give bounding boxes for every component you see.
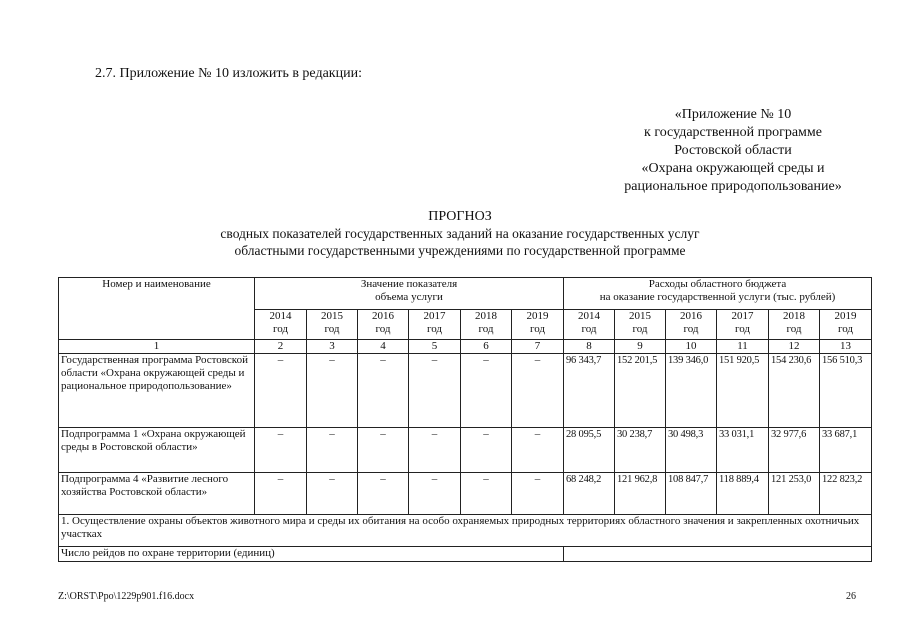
year-unit: год xyxy=(837,323,854,335)
expense-cell: 122 823,2 xyxy=(820,473,872,515)
year-unit: год xyxy=(272,323,289,335)
year-header-cell xyxy=(512,310,564,340)
appendix-line-1: «Приложение № 10 xyxy=(674,107,792,122)
intro-text: 2.7. Приложение № 10 изложить в редакции: xyxy=(95,66,362,81)
header-expenses-line-1: Расходы областного бюджета xyxy=(648,278,787,290)
year-unit: год xyxy=(786,323,802,335)
volume-cell: – xyxy=(255,354,307,428)
year-header-cell xyxy=(717,310,769,340)
year-label: 2014 xyxy=(269,310,292,322)
expense-cell: 121 962,8 xyxy=(615,473,666,515)
table-row xyxy=(59,354,872,428)
volume-cell: – xyxy=(512,428,564,473)
col-number: 10 xyxy=(666,340,717,354)
year-label: 2018 xyxy=(475,310,497,322)
appendix-line-3: Ростовской области xyxy=(674,143,792,158)
header-expenses-line-2: на оказание государственной услуги (тыс. рублей) xyxy=(599,291,836,303)
col-number: 1 xyxy=(59,340,255,354)
table-row xyxy=(59,428,872,473)
appendix-line-2: к государственной программе xyxy=(644,125,822,140)
col-number: 2 xyxy=(255,340,307,354)
year-header-cell xyxy=(820,310,872,340)
document-heading xyxy=(120,208,800,259)
heading-line-2: областными государственными учреждениями по государственной программе xyxy=(234,243,686,258)
year-label: 2017 xyxy=(423,310,446,322)
year-label: 2016 xyxy=(372,310,394,322)
volume-cell: – xyxy=(461,473,512,515)
indicator-row xyxy=(59,547,872,562)
col-number: 3 xyxy=(307,340,358,354)
header-volume-line-2: объема услуги xyxy=(375,291,443,303)
volume-cell: – xyxy=(307,354,358,428)
header-name-label: Номер и наименование xyxy=(102,278,211,290)
expense-cell: 32 977,6 xyxy=(769,428,820,473)
year-unit: год xyxy=(529,323,546,335)
col-number: 13 xyxy=(820,340,872,354)
year-header-cell xyxy=(358,310,409,340)
year-label: 2017 xyxy=(731,310,754,322)
row-name: Государственная программа Ростовской области «Охрана окружающей среды и рациональное природопользование» xyxy=(59,354,255,428)
volume-cell: – xyxy=(358,473,409,515)
year-header-cell xyxy=(307,310,358,340)
volume-cell: – xyxy=(307,473,358,515)
year-header-cell xyxy=(255,310,307,340)
year-header-cell xyxy=(564,310,615,340)
year-unit: год xyxy=(683,323,699,335)
volume-cell: – xyxy=(461,354,512,428)
col-number: 6 xyxy=(461,340,512,354)
volume-cell: – xyxy=(358,428,409,473)
volume-cell: – xyxy=(409,473,461,515)
year-header-cell xyxy=(409,310,461,340)
expense-cell: 139 346,0 xyxy=(666,354,717,428)
year-unit: год xyxy=(324,323,340,335)
volume-cell: – xyxy=(409,354,461,428)
expense-cell: 118 889,4 xyxy=(717,473,769,515)
year-header-cell xyxy=(461,310,512,340)
col-number: 9 xyxy=(615,340,666,354)
volume-cell: – xyxy=(255,473,307,515)
service-row xyxy=(59,515,872,547)
expense-cell: 96 343,7 xyxy=(564,354,615,428)
footer-file-path: Z:\ORST\Ppo\1229p901.f16.docx xyxy=(58,591,195,602)
col-number: 11 xyxy=(717,340,769,354)
year-label: 2015 xyxy=(629,310,651,322)
year-unit: год xyxy=(734,323,751,335)
expense-cell: 108 847,7 xyxy=(666,473,717,515)
header-name xyxy=(59,278,255,340)
year-label: 2019 xyxy=(834,310,857,322)
row-name: Подпрограмма 1 «Охрана окружающей среды в Ростовской области» xyxy=(59,428,255,473)
year-header-cell xyxy=(615,310,666,340)
col-number: 7 xyxy=(512,340,564,354)
expense-cell: 28 095,5 xyxy=(564,428,615,473)
heading-line-1: сводных показателей государственных заданий на оказание государственных услуг xyxy=(220,226,700,241)
table-row xyxy=(59,473,872,515)
year-label: 2018 xyxy=(783,310,805,322)
expense-cell: 30 238,7 xyxy=(615,428,666,473)
volume-cell: – xyxy=(512,473,564,515)
volume-cell: – xyxy=(461,428,512,473)
year-label: 2016 xyxy=(680,310,702,322)
expense-cell: 151 920,5 xyxy=(717,354,769,428)
col-number: 4 xyxy=(358,340,409,354)
heading-title: ПРОГНОЗ xyxy=(428,209,492,224)
year-unit: год xyxy=(426,323,443,335)
col-number: 8 xyxy=(564,340,615,354)
year-unit: год xyxy=(632,323,648,335)
column-number-row xyxy=(59,340,872,354)
header-volume-group xyxy=(255,278,564,310)
expense-cell: 33 031,1 xyxy=(717,428,769,473)
forecast-table xyxy=(58,277,872,562)
expense-cell: 68 248,2 xyxy=(564,473,615,515)
year-unit: год xyxy=(478,323,494,335)
indicator-empty-cell xyxy=(564,547,872,562)
col-number: 5 xyxy=(409,340,461,354)
year-label: 2015 xyxy=(321,310,343,322)
year-unit: год xyxy=(375,323,391,335)
expense-cell: 152 201,5 xyxy=(615,354,666,428)
volume-cell: – xyxy=(512,354,564,428)
year-header-cell xyxy=(769,310,820,340)
expense-cell: 30 498,3 xyxy=(666,428,717,473)
header-volume-line-1: Значение показателя xyxy=(360,278,458,290)
service-description: 1. Осуществление охраны объектов животного мира и среды их обитания на особо охраняемых природных территориях областного значения и закрепленных охотничьих участках xyxy=(59,515,872,547)
expense-cell: 156 510,3 xyxy=(820,354,872,428)
volume-cell: – xyxy=(307,428,358,473)
footer-page-number: 26 xyxy=(846,591,856,602)
volume-cell: – xyxy=(358,354,409,428)
row-name: Подпрограмма 4 «Развитие лесного хозяйства Ростовской области» xyxy=(59,473,255,515)
volume-cell: – xyxy=(409,428,461,473)
appendix-line-5: рациональное природопользование» xyxy=(624,179,842,194)
year-label: 2019 xyxy=(526,310,549,322)
year-label: 2014 xyxy=(578,310,600,322)
appendix-caption xyxy=(598,106,868,196)
indicator-name: Число рейдов по охране территории (единиц) xyxy=(59,547,564,562)
expense-cell: 154 230,6 xyxy=(769,354,820,428)
year-unit: год xyxy=(581,323,597,335)
volume-cell: – xyxy=(255,428,307,473)
header-expenses-group xyxy=(564,278,872,310)
expense-cell: 121 253,0 xyxy=(769,473,820,515)
year-header-cell xyxy=(666,310,717,340)
expense-cell: 33 687,1 xyxy=(820,428,872,473)
appendix-line-4: «Охрана окружающей среды и xyxy=(641,161,825,176)
col-number: 12 xyxy=(769,340,820,354)
